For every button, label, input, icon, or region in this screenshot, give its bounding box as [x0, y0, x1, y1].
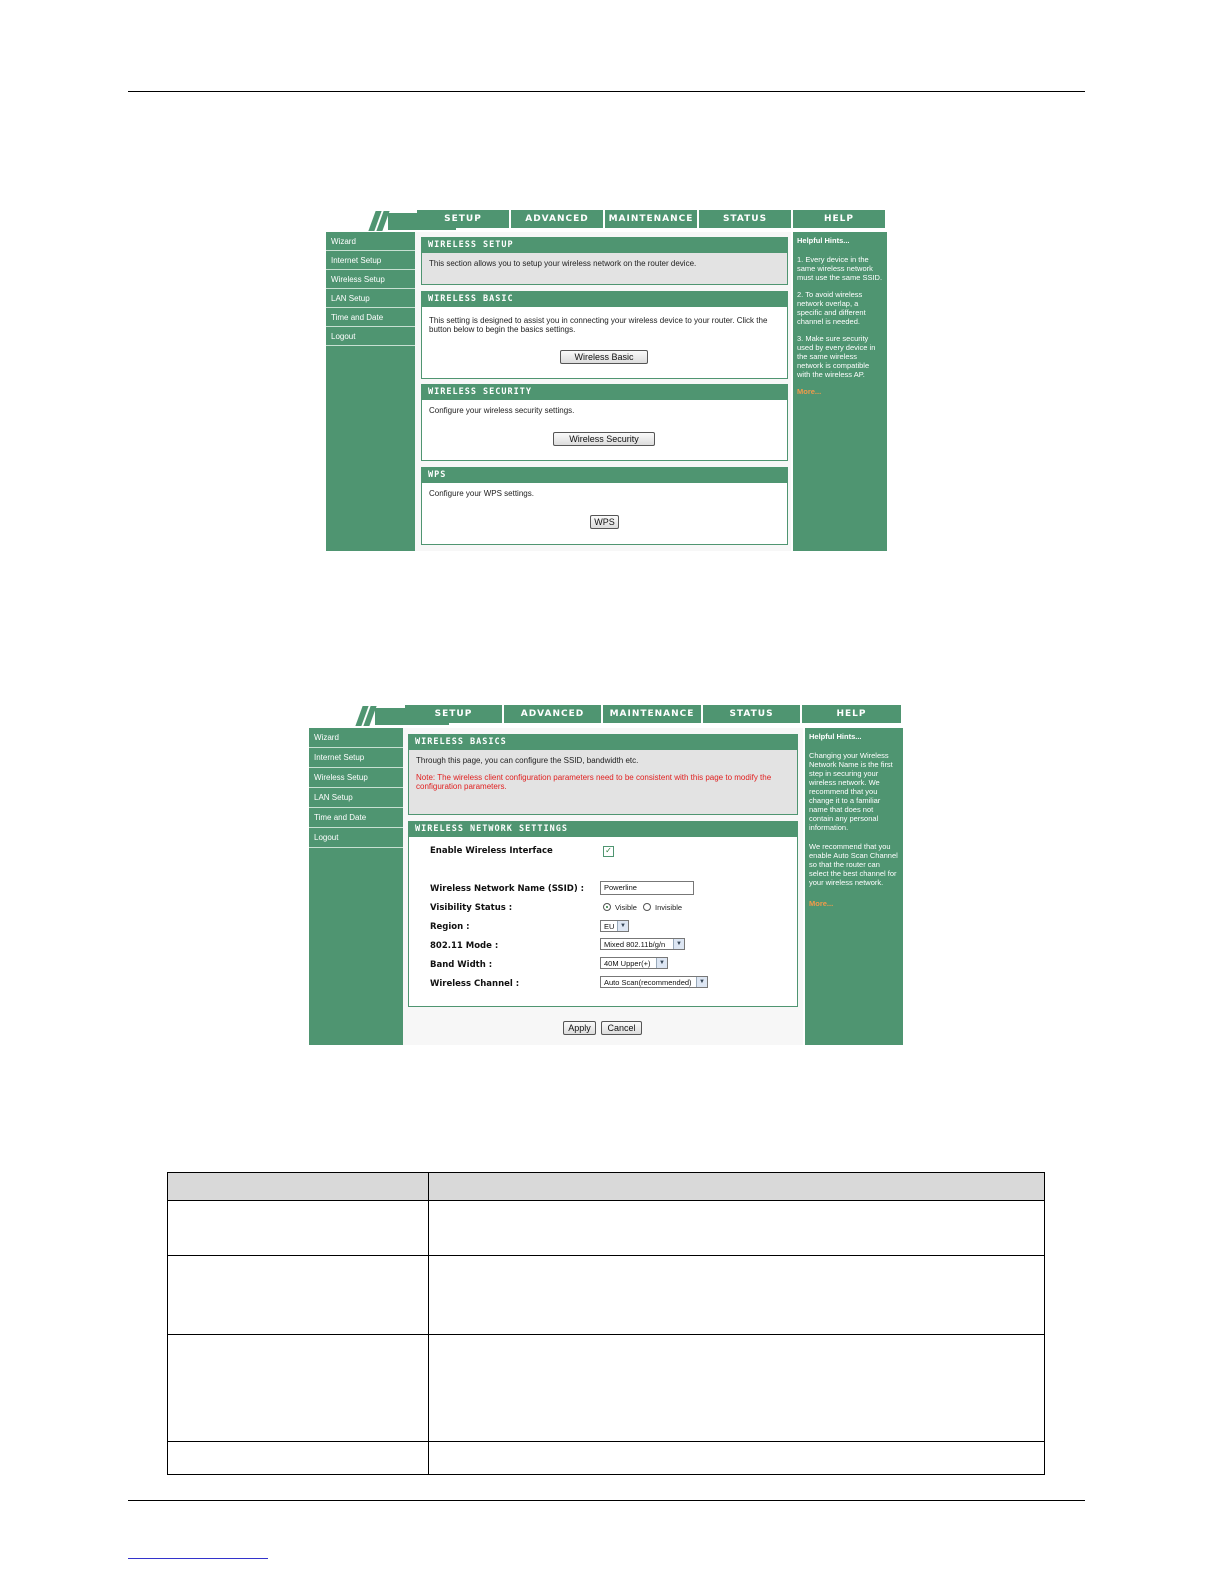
sidebar-item-internet-setup[interactable]: Internet Setup: [309, 748, 403, 768]
help-hint: 3. Make sure security used by every device in the same wireless network is compatible with the wireless AP.: [797, 334, 876, 379]
panel-text: Configure your WPS settings.: [429, 489, 534, 498]
footer-link-underline[interactable]: [128, 1558, 268, 1559]
table-row: [168, 1442, 1045, 1475]
help-title: Helpful Hints...: [809, 732, 862, 741]
cancel-button[interactable]: Cancel: [601, 1021, 642, 1035]
more-link[interactable]: More...: [797, 387, 822, 396]
help-hint: We recommend that you enable Auto Scan Channel so that the router can select the best channel for your wireless network.: [809, 842, 898, 887]
tab-maintenance[interactable]: MAINTENANCE: [605, 210, 697, 228]
tab-advanced[interactable]: ADVANCED: [504, 705, 601, 723]
tab-status[interactable]: STATUS: [699, 210, 791, 228]
wps-panel: [421, 467, 788, 545]
sidebar-item-lan-setup[interactable]: LAN Setup: [326, 289, 415, 308]
wireless-basic-button[interactable]: Wireless Basic: [560, 350, 648, 364]
panel-title: WIRELESS NETWORK SETTINGS: [409, 822, 797, 837]
table-header-cell: [429, 1173, 1045, 1201]
invisible-radio[interactable]: [643, 903, 651, 911]
mode-label: 802.11 Mode :: [430, 941, 499, 951]
table-cell: [168, 1335, 429, 1442]
sidebar-item-wireless-setup[interactable]: Wireless Setup: [326, 270, 415, 289]
table-cell: [168, 1201, 429, 1256]
sidebar-item-wireless-setup[interactable]: Wireless Setup: [309, 768, 403, 788]
tab-help[interactable]: HELP: [793, 210, 885, 228]
region-label: Region :: [430, 922, 470, 932]
panel-title: WIRELESS BASICS: [409, 735, 797, 750]
wireless-setup-screenshot: [326, 210, 887, 551]
channel-value: Auto Scan(recommended): [604, 978, 692, 987]
help-hint: 2. To avoid wireless network overlap, a specific and different channel is needed.: [797, 290, 866, 326]
footer-rule: [128, 1500, 1085, 1501]
panel-content: [409, 750, 797, 814]
sidebar-item-internet-setup[interactable]: Internet Setup: [326, 251, 415, 270]
mode-select[interactable]: [600, 938, 685, 950]
chevron-down-icon: ▼: [617, 921, 628, 931]
mode-value: Mixed 802.11b/g/n: [604, 940, 666, 949]
sidebar-item-lan-setup[interactable]: LAN Setup: [309, 788, 403, 808]
brand-logo: [368, 211, 416, 231]
header-rule: [128, 91, 1085, 92]
main-content: [415, 232, 791, 551]
wireless-security-button[interactable]: Wireless Security: [553, 432, 655, 446]
table-cell: [429, 1442, 1045, 1475]
tab-status[interactable]: STATUS: [703, 705, 800, 723]
visible-label: Visible: [615, 903, 637, 912]
wireless-network-settings-panel: [408, 821, 798, 1007]
sidebar-item-logout[interactable]: Logout: [326, 327, 415, 346]
sidebar-item-time-and-date[interactable]: Time and Date: [309, 808, 403, 828]
more-link[interactable]: More...: [809, 899, 834, 908]
tab-maintenance[interactable]: MAINTENANCE: [603, 705, 701, 723]
channel-label: Wireless Channel :: [430, 979, 520, 989]
bandwidth-select[interactable]: [600, 957, 668, 969]
wireless-basic-panel: [421, 291, 788, 379]
table-cell: [429, 1256, 1045, 1335]
ssid-label: Wireless Network Name (SSID) :: [430, 884, 585, 894]
help-hint: Changing your Wireless Network Name is the first step in securing your wireless network. We recommend that you change it to a familiar name that does not contain any personal information.: [809, 751, 893, 832]
table-header-row: [168, 1173, 1045, 1201]
table-row: [168, 1256, 1045, 1335]
bandwidth-label: Band Width :: [430, 960, 493, 970]
panel-text: This section allows you to setup your wireless network on the router device.: [422, 253, 787, 284]
help-hint: 1. Every device in the same wireless network must use the same SSID.: [797, 255, 883, 282]
sidebar-item-wizard[interactable]: Wizard: [326, 232, 415, 251]
ssid-input[interactable]: Powerline: [600, 881, 694, 895]
tab-advanced[interactable]: ADVANCED: [511, 210, 603, 228]
brand-logo: [355, 706, 403, 726]
panel-title: WIRELESS SECURITY: [422, 385, 787, 400]
sidebar: [309, 728, 403, 1045]
table-cell: [429, 1201, 1045, 1256]
apply-button[interactable]: Apply: [563, 1021, 596, 1035]
sidebar: [326, 232, 415, 551]
region-select[interactable]: [600, 920, 629, 932]
table-cell: [168, 1442, 429, 1475]
tab-setup[interactable]: SETUP: [417, 210, 509, 228]
tab-setup[interactable]: SETUP: [405, 705, 502, 723]
enable-wireless-label: Enable Wireless Interface: [430, 846, 553, 856]
table-header-cell: [168, 1173, 429, 1201]
panel-title: WPS: [422, 468, 787, 483]
help-panel: [805, 728, 903, 1045]
wireless-security-panel: [421, 384, 788, 461]
panel-text: This setting is designed to assist you in connecting your wireless device to your router. Click the button below to begin the basics settings.: [429, 316, 768, 334]
enable-wireless-checkbox[interactable]: ✓: [603, 846, 614, 857]
invisible-label: Invisible: [655, 903, 683, 912]
sidebar-item-time-and-date[interactable]: Time and Date: [326, 308, 415, 327]
help-panel: [793, 232, 887, 551]
help-title: Helpful Hints...: [797, 236, 850, 245]
table-row: [168, 1335, 1045, 1442]
chevron-down-icon: ▼: [656, 958, 667, 968]
wireless-setup-panel: [421, 237, 788, 285]
table-row: [168, 1201, 1045, 1256]
visibility-label: Visibility Status :: [430, 903, 513, 913]
tab-help[interactable]: HELP: [802, 705, 901, 723]
wireless-basics-panel: [408, 734, 798, 815]
visible-radio[interactable]: [603, 903, 611, 911]
sidebar-item-logout[interactable]: Logout: [309, 828, 403, 848]
wps-button[interactable]: WPS: [590, 515, 619, 529]
main-content: [403, 728, 803, 1045]
wireless-basics-screenshot: [309, 705, 903, 1045]
region-value: EU: [604, 922, 615, 931]
table-cell: [429, 1335, 1045, 1442]
config-note: Note: The wireless client configuration parameters need to be consistent with this page to modify the configuration parameters.: [416, 773, 772, 791]
bandwidth-value: 40M Upper(+): [604, 959, 651, 968]
panel-title: WIRELESS SETUP: [422, 238, 787, 253]
panel-text: Configure your wireless security settings.: [429, 406, 575, 415]
parameter-table: [167, 1172, 1045, 1475]
channel-select[interactable]: [600, 976, 708, 988]
sidebar-item-wizard[interactable]: Wizard: [309, 728, 403, 748]
chevron-down-icon: ▼: [696, 977, 707, 987]
panel-text: Through this page, you can configure the SSID, bandwidth etc.: [416, 756, 639, 765]
chevron-down-icon: ▼: [673, 939, 684, 949]
panel-title: WIRELESS BASIC: [422, 292, 787, 307]
table-cell: [168, 1256, 429, 1335]
